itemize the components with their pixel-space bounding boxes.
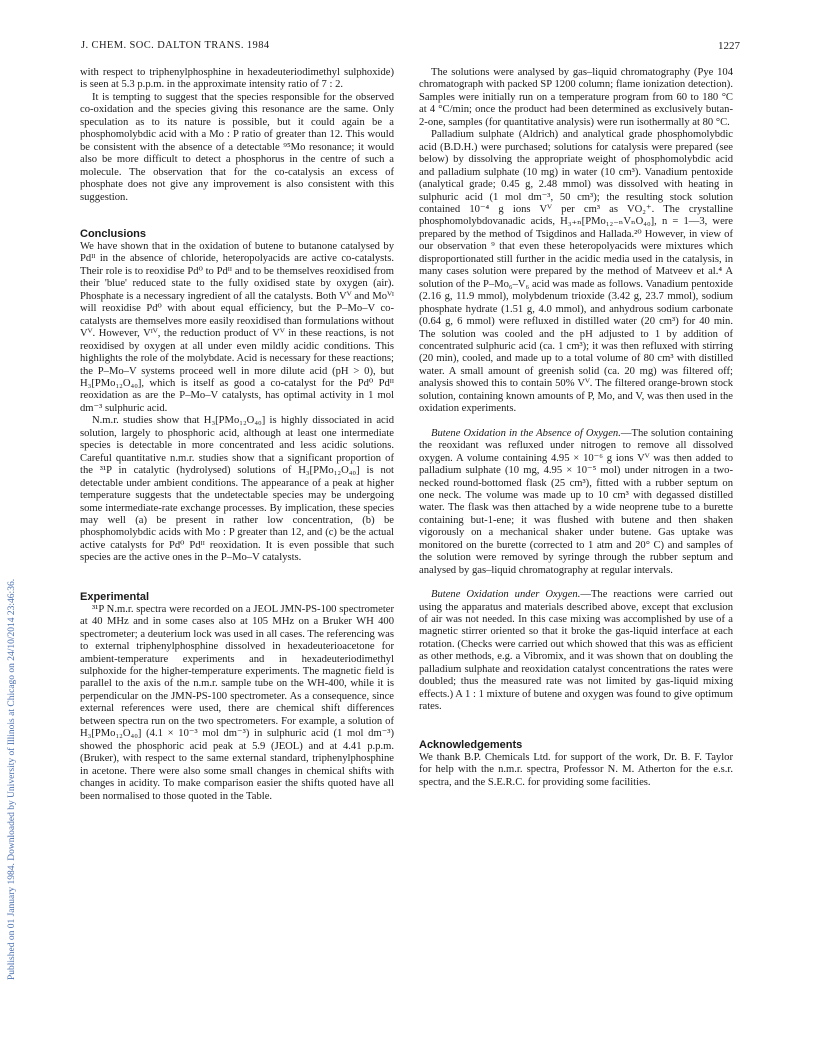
paragraph-text: —The reactions were carried out using the apparatus and materials described above, except that exclusion of air was not needed. In this case mixing was accomplished by use of a magnetic stirrer oriented so that it broke the gas-liquid interface at each rotation. (Checks were carried out which showed that this was as efficient as other methods, e.g. a Vibromix, and it was shown that on doubling the palladium sulphate and reoxidation catalyst concentrations the rates were doubled; thus the measured rate was not limited by gas-liquid mixing effects.) A 1 : 1 mixture of butene and oxygen was found to give optimum rates.	[419, 589, 733, 713]
paragraph-text: —The solution containing the reoxidant was refluxed under nitrogen to remove all dissolved oxygen. A volume containing 4.95 × 10⁻⁶ g ions Vⱽ was then added to palladium sulphate (10 mg, 4.95 × 10⁻⁵ mol) under nitrogen in a two-necked round-bottomed flask (25 cm³), fitted with a rubber septum on one neck. The volume was made up to 10 cm³ with degassed distilled water. The flask was then attached by a wide neoprene tube to a burette containing but-1-ene; it was flushed with butene and then shaken vigorously on a mechanical shaker under butene. Gas uptake was monitored on the burette (corrected to 1 atm and 20° C) and samples of the solution were removed by syringe through the rubber septum and analysed by gas–liquid chromatography at regular intervals.	[419, 427, 733, 576]
subsection-title: Butene Oxidation in the Absence of Oxygen.	[431, 427, 621, 439]
subsection-title: Butene Oxidation under Oxygen.	[431, 589, 581, 601]
body-paragraph: We thank B.P. Chemicals Ltd. for support of the work, Dr. B. F. Taylor for help with the n.m.r. spectra, Professor N. M. Atherton for the e.s.r. spectra, and the S.E.R.C. for providing some facilities.	[419, 751, 733, 788]
body-paragraph: N.m.r. studies show that H₃[PMo₁₂O₄₀] is highly dissociated in acid solution, largely to phosphoric acid, although at least one intermediate species is detectable in more concentrated and less acidic solutions. Careful quantitative n.m.r. studies show that a significant proportion of the ³¹P in catalytic (hydrolysed) solutions of H₃[PMo₁₂O₄₀] is not detectable under ambient conditions. The appearance of a peak at higher temperature suggests that the undetectable species may be undergoing some intermediate-rate exchange processes. By implication, these species may well (a) be present in rather low concentration, (b) be phosphomolybdic acids with Mo : P greater than 12, and (c) be the actual active catalysts for Pd⁰ Pdᴵᴵ reoxidation. It is even possible that such species are the active ones in the P–Mo–V catalysts.	[80, 415, 394, 564]
body-paragraph: The solutions were analysed by gas–liquid chromatography (Pye 104 chromatograph with packed SP 1200 column; flame ionization detection). Samples were initially run on a temperature program from 60 to 180 °C at 4 °C/min; once the product had been determined as exclusively butan-2-one, samples (for quantitative analysis) were run isothermally at 80 °C.	[419, 67, 733, 128]
body-paragraph: ³¹P N.m.r. spectra were recorded on a JEOL JMN-PS-100 spectrometer at 40 MHz and in some cases also at 105 MHz on a Bruker WH 400 spectrometer; a deuterium lock was used in all cases. The referencing was to external triphenylphosphine dissolved in hexadeuterioacetone for ambient-temperature experiments and in hexadeuteriodimethyl sulphoxide for the higher-temperature experiments. The magnetic field is parallel to the axis of the n.m.r. sample tube on the WH-400, while it is perpendicular on the JMN-PS-100 spectrometer. As a consequence, since external references were used, there are chemical shift differences between spectra run on the two spectrometers. For example, a solution of H₃[PMo₁₂O₄₀] (4.1 × 10⁻³ mol dm⁻³) in sulphuric acid (1 mol dm⁻³) showed the phosphoric acid peak at 5.9 (JEOL) and at 4.41 p.p.m. (Bruker), with respect to the same external standard, triphenylphosphine in acetone. There were also some small changes in chemical shifts with changes in acidity. To make comparison easier the shifts quoted have all been normalised to those quoted in the Table.	[80, 603, 394, 802]
section-heading-conclusions: Conclusions	[80, 227, 147, 240]
page-number: 1227	[718, 40, 740, 52]
right-column	[419, 67, 733, 789]
body-paragraph: It is tempting to suggest that the species responsible for the observed co-oxidation and the species giving this resonance are the same. Only speculation as to its nature is possible, but it could again be a phosphomolybdic acid with a Mo : P ratio of greater than 12. This would be consistent with the absence of a detectable ⁹⁵Mo resonance; it would also be more difficult to detect a phosphorus in the centre of such a molecule. The observation that for the co-catalysis an excess of phosphate does not give any improvement is also consistent with this suggestion.	[80, 91, 394, 203]
download-watermark: Published on 01 January 1984. Downloaded by University of Illinois at Chicago on 24/10/2014 23:46:36.	[7, 578, 17, 980]
left-column	[80, 67, 394, 803]
body-paragraph: Palladium sulphate (Aldrich) and analytical grade phosphomolybdic acid (B.D.H.) were purchased; solutions for catalysis were prepared (see below) by dissolving the appropriate weight of phosphomolybdic acid and palladium sulphate (10 mg) in water (10 cm³). Vanadium pentoxide (analytical grade; 0.45 g, 2.48 mmol) was dissolved with heating in sulphuric acid (1 mol dm⁻³, 50 cm³); the resulting stock solution contained 10⁻⁴ g ions Vⱽ per cm³ as VO₂⁺. The crystalline phosphomolybdovanadic acids, H₃₊ₙ[PMo₁₂₋ₙVₙO₄₀], n = 1—3, were prepared by the method of Tsigdinos and Hallada.²⁰ However, in view of our observation ⁹ that even these heteropolyacids were mixtures which disproportionated still further in the acidic media used in the catalysis, in many cases solution were prepared by the method of Matveev et al.⁴ A solution of the P–Mo₆–V₆ acid was made as follows. Vanadium pentoxide (2.16 g, 11.9 mmol), molybdenum trioxide (3.42 g, 23.7 mmol), sodium phosphate hydrate (1.51 g, 4.0 mmol), and anhydrous sodium carbonate (0.64 g, 6 mmol) were refluxed in distilled water (20 cm³) for 40 min. The solution was cooled and the pH adjusted to 1 by addition of concentrated sulphuric acid (ca. 1 cm³); it was then refluxed with stirring (20 min), cooled, and made up to a total volume of 80 cm³ with distilled water. A small amount of greenish solid (ca. 20 mg) was filtered off; analysis showed this to contain 50% Vⱽ. The filtered orange-brown stock solution, containing known amounts of P, Mo, and V, was then used in the oxidation experiments.	[419, 129, 733, 415]
running-header: J. CHEM. SOC. DALTON TRANS. 1984	[81, 40, 270, 51]
body-paragraph	[419, 428, 733, 577]
section-heading-acknowledgements: Acknowledgements	[419, 738, 523, 751]
body-paragraph: We have shown that in the oxidation of butene to butanone catalysed by Pdᴵᴵ in the absence of chloride, heteropolyacids are active co-catalysts. Their role is to reoxidise Pd⁰ to Pdᴵᴵ and to be themselves reoxidised from their 'blue' reduced state to the fully oxidised state by oxygen (air). Phosphate is a necessary ingredient of all the catalysts. Both Vⱽ and Moⱽᴵ will reoxidise Pd⁰ with about equal efficiency, but the P–Mo–V co-catalysts are themselves more easily reoxidised than formulations without Vⱽ. However, Vᴵⱽ, the reduction product of Vⱽ in these reactions, is not reoxidised by oxygen at all under even mildly acidic conditions. This highlights the role of the molybdate. Acid is necessary for these reactions; the P–Mo–V systems proceed well in more dilute acid (pH > 0), but H₃[PMo₁₂O₄₀], which is itself as good a co-catalyst for the Pd⁰ Pdᴵᴵ reoxidation as are the P–Mo–V catalysts, has optimal activity in 1 mol dm⁻³ sulphuric acid.	[80, 240, 394, 414]
body-paragraph	[419, 589, 733, 714]
body-paragraph: with respect to triphenylphosphine in hexadeuteriodimethyl sulphoxide) is seen at 5.3 p.p.m. in the approximate intensity ratio of 7 : 2.	[80, 67, 394, 91]
section-heading-experimental: Experimental	[80, 590, 150, 603]
